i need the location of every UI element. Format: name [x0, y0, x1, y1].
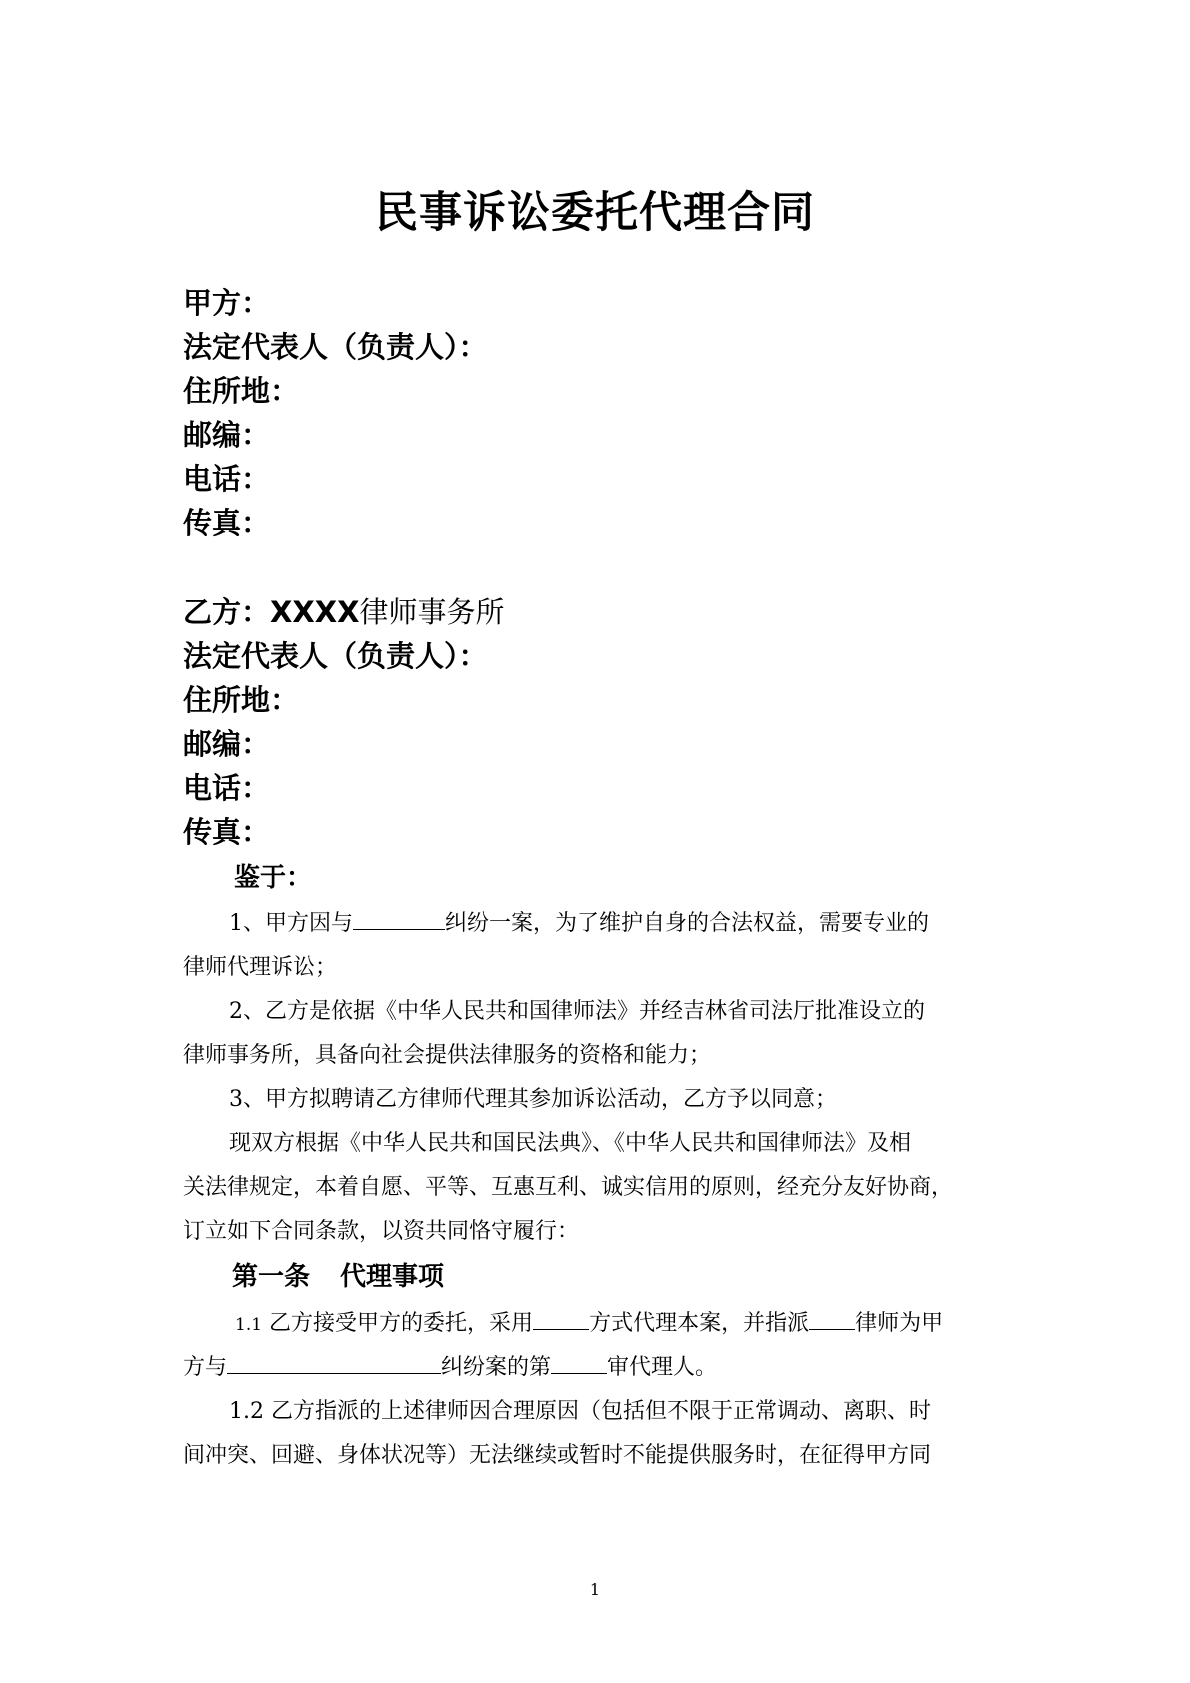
party-b-firm-name-bold: XXXX: [270, 595, 360, 629]
party-b-label-line: [183, 590, 504, 634]
article-1-heading: [232, 1257, 444, 1297]
party-b-phone: 电话：: [183, 771, 271, 805]
whereas-label: 鉴于：: [234, 863, 313, 893]
article-1-body: [183, 1302, 1023, 1478]
whereas-item-1-line-2: 律师代理诉讼；: [183, 955, 338, 980]
article-1-number: 第一条: [232, 1262, 311, 1292]
party-a-fax: 传真：: [183, 506, 271, 540]
party-a-phone: 电话：: [183, 462, 271, 496]
page-number: 1: [589, 1580, 601, 1599]
party-a-label: 甲方：: [183, 286, 271, 320]
party-a-block: [183, 281, 488, 545]
whereas-item-1-line-1: 1、甲方因与 纠纷一案，为了维护自身的合法权益，需要专业的: [183, 902, 1023, 946]
blank-instance: [551, 1351, 607, 1374]
recital-line-2: 关法律规定，本着自愿、平等、互惠互利、诚实信用的原则，经充分友好协商，: [183, 1175, 954, 1200]
party-b-block: [183, 590, 504, 854]
party-a-legal-rep: 法定代表人（负责人）：: [183, 330, 488, 364]
blank-lawyer-name: [809, 1307, 855, 1330]
blank-case-party: [227, 1351, 441, 1374]
document-title: 民事诉讼委托代理合同: [375, 188, 815, 238]
whereas-item-2-line-2: 律师事务所，具备向社会提供法律服务的资格和能力；: [183, 1043, 712, 1068]
blank-agency-method: [533, 1307, 589, 1330]
recital-line-1: 现双方根据《中华人民共和国民法典》、《中华人民共和国律师法》及相: [229, 1131, 912, 1156]
clause-1-2-line-1: 1.2 乙方指派的上述律师因合理原因（包括但不限于正常调动、离职、时: [229, 1399, 931, 1424]
party-b-firm-name-rest: 律师事务所: [359, 595, 505, 629]
party-b-postcode: 邮编：: [183, 727, 271, 761]
whereas-body: [183, 902, 1023, 1254]
party-b-legal-rep: 法定代表人（负责人）：: [183, 639, 488, 673]
party-b-fax: 传真：: [183, 815, 271, 849]
clause-1-1-line-1: 1.1 乙方接受甲方的委托，采用 方式代理本案，并指派 律师为甲: [183, 1302, 1023, 1346]
party-a-address: 住所地：: [183, 374, 300, 408]
clause-1-1-line-2: 方与 纠纷案的第 审代理人。: [183, 1346, 1023, 1390]
party-a-postcode: 邮编：: [183, 418, 271, 452]
whereas-item-2-line-1: 2、乙方是依据《中华人民共和国律师法》并经吉林省司法厅批准设立的: [229, 999, 925, 1024]
party-b-address: 住所地：: [183, 683, 300, 717]
recital-line-3: 订立如下合同条款，以资共同恪守履行：: [183, 1219, 580, 1244]
article-1-title: 代理事项: [340, 1262, 445, 1292]
whereas-item-3: 3、甲方拟聘请乙方律师代理其参加诉讼活动，乙方予以同意；: [229, 1087, 837, 1112]
clause-1-2-line-2: 间冲突、回避、身体状况等）无法继续或暂时不能提供服务时，在征得甲方同: [183, 1443, 932, 1468]
blank-opponent: [353, 907, 445, 930]
party-b-label: 乙方：: [183, 595, 271, 629]
